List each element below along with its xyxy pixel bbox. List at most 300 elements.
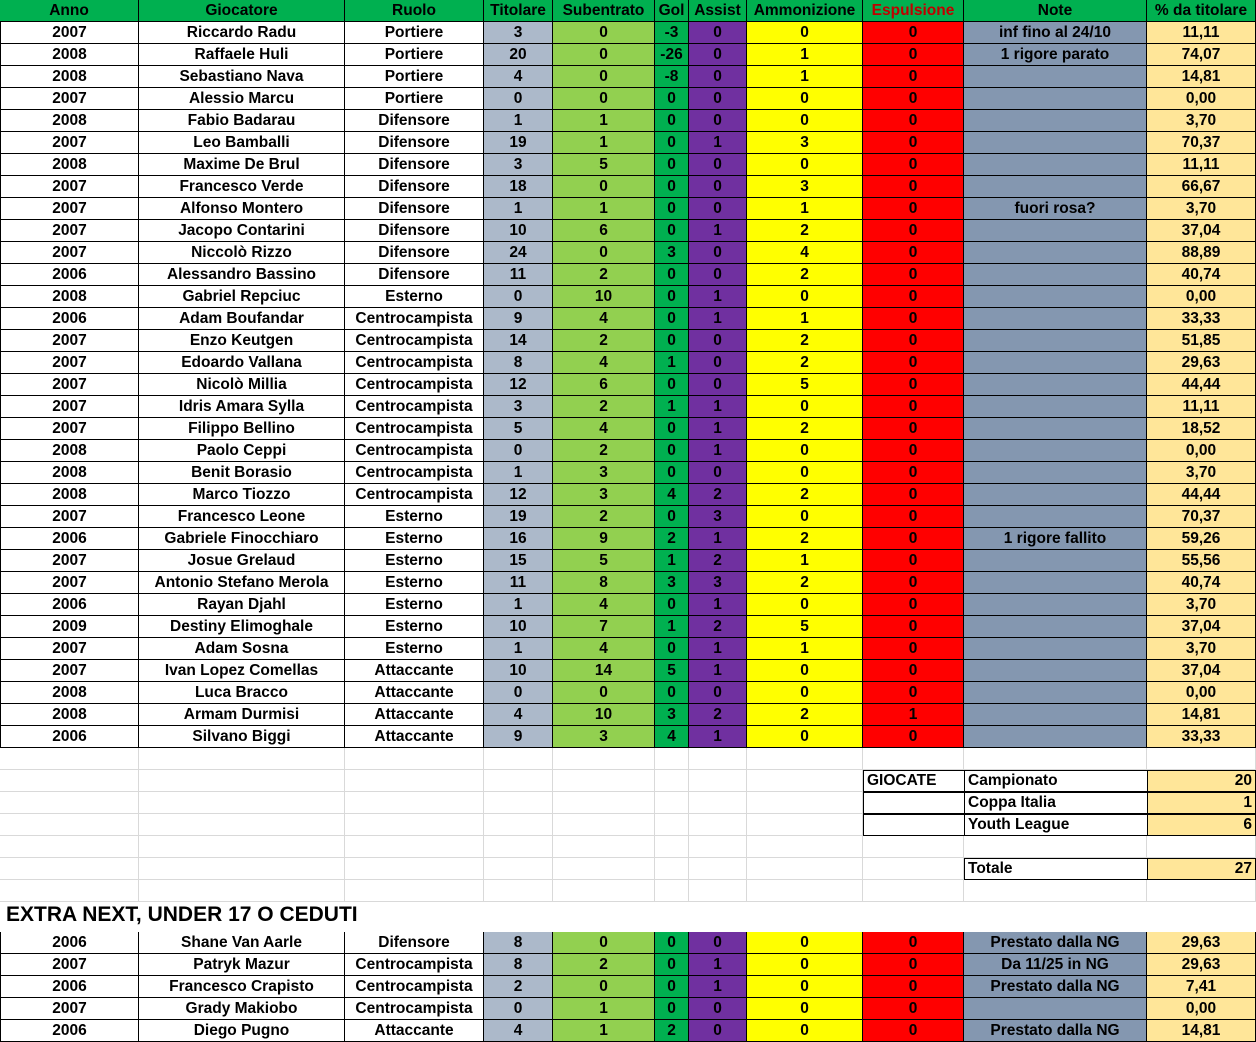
cell-assist[interactable]: 0 bbox=[689, 198, 747, 220]
cell-gol[interactable]: 2 bbox=[655, 528, 689, 550]
cell-gol[interactable]: 0 bbox=[655, 308, 689, 330]
cell-espulsione[interactable]: 0 bbox=[863, 660, 964, 682]
cell-giocatore[interactable]: Destiny Elimoghale bbox=[139, 616, 345, 638]
cell-subentrato[interactable]: 0 bbox=[553, 976, 655, 998]
cell-ammonizione[interactable]: 2 bbox=[747, 418, 863, 440]
cell-ammonizione[interactable]: 3 bbox=[747, 176, 863, 198]
cell-percent[interactable]: 3,70 bbox=[1147, 594, 1256, 616]
cell-percent[interactable]: 33,33 bbox=[1147, 726, 1256, 748]
cell-ruolo[interactable]: Attaccante bbox=[345, 704, 484, 726]
cell-note[interactable]: fuori rosa? bbox=[964, 198, 1147, 220]
cell-assist[interactable]: 0 bbox=[689, 22, 747, 44]
cell-subentrato[interactable]: 14 bbox=[553, 660, 655, 682]
cell-titolare[interactable]: 18 bbox=[484, 176, 553, 198]
cell-gol[interactable]: 3 bbox=[655, 572, 689, 594]
cell-ammonizione[interactable]: 1 bbox=[747, 66, 863, 88]
cell-subentrato[interactable]: 0 bbox=[553, 22, 655, 44]
cell-titolare[interactable]: 12 bbox=[484, 484, 553, 506]
cell-anno[interactable]: 2007 bbox=[0, 88, 139, 110]
cell-giocatore[interactable]: Enzo Keutgen bbox=[139, 330, 345, 352]
cell-assist[interactable]: 0 bbox=[689, 462, 747, 484]
cell-subentrato[interactable]: 3 bbox=[553, 484, 655, 506]
empty-cell[interactable] bbox=[345, 814, 484, 836]
cell-anno[interactable]: 2007 bbox=[0, 242, 139, 264]
cell-anno[interactable]: 2006 bbox=[0, 976, 139, 998]
cell-ruolo[interactable]: Centrocampista bbox=[345, 440, 484, 462]
cell-percent[interactable]: 14,81 bbox=[1147, 704, 1256, 726]
cell-titolare[interactable]: 3 bbox=[484, 396, 553, 418]
cell-subentrato[interactable]: 7 bbox=[553, 616, 655, 638]
cell-note[interactable]: inf fino al 24/10 bbox=[964, 22, 1147, 44]
cell-percent[interactable]: 11,11 bbox=[1147, 22, 1256, 44]
cell-percent[interactable]: 44,44 bbox=[1147, 374, 1256, 396]
cell-giocatore[interactable]: Francesco Crapisto bbox=[139, 976, 345, 998]
cell-gol[interactable]: 2 bbox=[655, 1020, 689, 1042]
cell-subentrato[interactable]: 0 bbox=[553, 66, 655, 88]
cell-ammonizione[interactable]: 0 bbox=[747, 110, 863, 132]
cell-assist[interactable]: 0 bbox=[689, 998, 747, 1020]
empty-cell[interactable] bbox=[345, 836, 484, 858]
empty-cell[interactable] bbox=[345, 858, 484, 880]
cell-gol[interactable]: 0 bbox=[655, 154, 689, 176]
empty-cell[interactable] bbox=[553, 748, 655, 770]
cell-anno[interactable]: 2006 bbox=[0, 308, 139, 330]
cell-percent[interactable]: 37,04 bbox=[1147, 660, 1256, 682]
cell-percent[interactable]: 11,11 bbox=[1147, 154, 1256, 176]
cell-titolare[interactable]: 0 bbox=[484, 998, 553, 1020]
cell-note[interactable] bbox=[964, 616, 1147, 638]
cell-ruolo[interactable]: Esterno bbox=[345, 616, 484, 638]
cell-ruolo[interactable]: Portiere bbox=[345, 66, 484, 88]
cell-giocatore[interactable]: Maxime De Brul bbox=[139, 154, 345, 176]
cell-titolare[interactable]: 0 bbox=[484, 286, 553, 308]
cell-ammonizione[interactable]: 0 bbox=[747, 1020, 863, 1042]
cell-assist[interactable]: 2 bbox=[689, 616, 747, 638]
empty-cell[interactable] bbox=[863, 880, 964, 902]
cell-ammonizione[interactable]: 5 bbox=[747, 616, 863, 638]
cell-gol[interactable]: 0 bbox=[655, 440, 689, 462]
cell-ammonizione[interactable]: 0 bbox=[747, 396, 863, 418]
cell-titolare[interactable]: 1 bbox=[484, 110, 553, 132]
cell-assist[interactable]: 1 bbox=[689, 528, 747, 550]
cell-percent[interactable]: 51,85 bbox=[1147, 330, 1256, 352]
cell-note[interactable]: Prestato dalla NG bbox=[964, 976, 1147, 998]
cell-percent[interactable]: 70,37 bbox=[1147, 506, 1256, 528]
cell-assist[interactable]: 0 bbox=[689, 1020, 747, 1042]
cell-titolare[interactable]: 19 bbox=[484, 132, 553, 154]
cell-assist[interactable]: 0 bbox=[689, 932, 747, 954]
cell-gol[interactable]: 0 bbox=[655, 330, 689, 352]
cell-anno[interactable]: 2007 bbox=[0, 22, 139, 44]
cell-anno[interactable]: 2007 bbox=[0, 374, 139, 396]
cell-ruolo[interactable]: Esterno bbox=[345, 528, 484, 550]
cell-percent[interactable]: 29,63 bbox=[1147, 932, 1256, 954]
cell-note[interactable] bbox=[964, 660, 1147, 682]
cell-percent[interactable]: 29,63 bbox=[1147, 352, 1256, 374]
cell-anno[interactable]: 2007 bbox=[0, 220, 139, 242]
empty-cell[interactable] bbox=[655, 792, 689, 814]
cell-gol[interactable]: 0 bbox=[655, 638, 689, 660]
cell-giocatore[interactable]: Benit Borasio bbox=[139, 462, 345, 484]
cell-ammonizione[interactable]: 0 bbox=[747, 660, 863, 682]
cell-ammonizione[interactable]: 0 bbox=[747, 594, 863, 616]
cell-subentrato[interactable]: 2 bbox=[553, 330, 655, 352]
cell-ruolo[interactable]: Centrocampista bbox=[345, 330, 484, 352]
cell-titolare[interactable]: 9 bbox=[484, 308, 553, 330]
cell-subentrato[interactable]: 4 bbox=[553, 638, 655, 660]
empty-cell[interactable] bbox=[1147, 836, 1256, 858]
empty-cell[interactable] bbox=[747, 880, 863, 902]
cell-giocatore[interactable]: Edoardo Vallana bbox=[139, 352, 345, 374]
empty-cell[interactable] bbox=[689, 858, 747, 880]
cell-assist[interactable]: 0 bbox=[689, 66, 747, 88]
cell-titolare[interactable]: 15 bbox=[484, 550, 553, 572]
cell-ruolo[interactable]: Centrocampista bbox=[345, 954, 484, 976]
cell-note[interactable]: Prestato dalla NG bbox=[964, 932, 1147, 954]
cell-ruolo[interactable]: Difensore bbox=[345, 176, 484, 198]
empty-cell[interactable] bbox=[964, 748, 1147, 770]
cell-gol[interactable]: 0 bbox=[655, 932, 689, 954]
cell-espulsione[interactable]: 0 bbox=[863, 132, 964, 154]
cell-ruolo[interactable]: Attaccante bbox=[345, 1020, 484, 1042]
cell-anno[interactable]: 2007 bbox=[0, 572, 139, 594]
cell-titolare[interactable]: 11 bbox=[484, 572, 553, 594]
cell-gol[interactable]: 0 bbox=[655, 220, 689, 242]
cell-espulsione[interactable]: 0 bbox=[863, 682, 964, 704]
cell-subentrato[interactable]: 1 bbox=[553, 110, 655, 132]
cell-subentrato[interactable]: 2 bbox=[553, 954, 655, 976]
cell-gol[interactable]: 0 bbox=[655, 506, 689, 528]
cell-anno[interactable]: 2007 bbox=[0, 506, 139, 528]
empty-cell[interactable] bbox=[484, 814, 553, 836]
cell-assist[interactable]: 0 bbox=[689, 44, 747, 66]
cell-note[interactable] bbox=[964, 682, 1147, 704]
empty-cell[interactable] bbox=[964, 836, 1147, 858]
cell-gol[interactable]: 0 bbox=[655, 462, 689, 484]
empty-cell[interactable] bbox=[484, 858, 553, 880]
cell-subentrato[interactable]: 10 bbox=[553, 704, 655, 726]
cell-giocatore[interactable]: Paolo Ceppi bbox=[139, 440, 345, 462]
cell-giocatore[interactable]: Jacopo Contarini bbox=[139, 220, 345, 242]
cell-titolare[interactable]: 12 bbox=[484, 374, 553, 396]
empty-cell[interactable] bbox=[484, 792, 553, 814]
cell-espulsione[interactable]: 0 bbox=[863, 330, 964, 352]
cell-subentrato[interactable]: 0 bbox=[553, 682, 655, 704]
empty-cell[interactable] bbox=[0, 880, 139, 902]
cell-titolare[interactable]: 1 bbox=[484, 594, 553, 616]
empty-cell[interactable] bbox=[553, 792, 655, 814]
empty-cell[interactable] bbox=[0, 792, 139, 814]
cell-percent[interactable]: 55,56 bbox=[1147, 550, 1256, 572]
empty-cell[interactable] bbox=[484, 748, 553, 770]
cell-ammonizione[interactable]: 2 bbox=[747, 704, 863, 726]
cell-giocatore[interactable]: Luca Bracco bbox=[139, 682, 345, 704]
cell-espulsione[interactable]: 0 bbox=[863, 726, 964, 748]
cell-ruolo[interactable]: Difensore bbox=[345, 198, 484, 220]
empty-cell[interactable] bbox=[553, 836, 655, 858]
cell-titolare[interactable]: 9 bbox=[484, 726, 553, 748]
cell-giocatore[interactable]: Nicolò Millia bbox=[139, 374, 345, 396]
cell-espulsione[interactable]: 0 bbox=[863, 176, 964, 198]
cell-titolare[interactable]: 19 bbox=[484, 506, 553, 528]
summary-blank-cell[interactable] bbox=[863, 792, 965, 814]
cell-assist[interactable]: 2 bbox=[689, 704, 747, 726]
column-header-percent[interactable]: % da titolare bbox=[1147, 0, 1256, 22]
cell-giocatore[interactable]: Patryk Mazur bbox=[139, 954, 345, 976]
summary-competition[interactable]: Youth League bbox=[964, 814, 1148, 836]
cell-espulsione[interactable]: 0 bbox=[863, 44, 964, 66]
cell-anno[interactable]: 2007 bbox=[0, 198, 139, 220]
cell-titolare[interactable]: 20 bbox=[484, 44, 553, 66]
cell-giocatore[interactable]: Silvano Biggi bbox=[139, 726, 345, 748]
empty-cell[interactable] bbox=[655, 858, 689, 880]
empty-cell[interactable] bbox=[1147, 748, 1256, 770]
column-header-ammonizione[interactable]: Ammonizione bbox=[747, 0, 863, 22]
cell-anno[interactable]: 2008 bbox=[0, 462, 139, 484]
summary-competition[interactable]: Campionato bbox=[964, 770, 1148, 792]
cell-anno[interactable]: 2007 bbox=[0, 330, 139, 352]
cell-note[interactable]: 1 rigore parato bbox=[964, 44, 1147, 66]
cell-ammonizione[interactable]: 0 bbox=[747, 462, 863, 484]
cell-gol[interactable]: 0 bbox=[655, 132, 689, 154]
cell-anno[interactable]: 2006 bbox=[0, 264, 139, 286]
cell-note[interactable] bbox=[964, 132, 1147, 154]
cell-assist[interactable]: 1 bbox=[689, 308, 747, 330]
empty-cell[interactable] bbox=[863, 836, 964, 858]
cell-note[interactable] bbox=[964, 998, 1147, 1020]
cell-gol[interactable]: 0 bbox=[655, 594, 689, 616]
cell-anno[interactable]: 2006 bbox=[0, 932, 139, 954]
empty-cell[interactable] bbox=[139, 770, 345, 792]
empty-cell[interactable] bbox=[747, 792, 863, 814]
column-header-assist[interactable]: Assist bbox=[689, 0, 747, 22]
cell-subentrato[interactable]: 4 bbox=[553, 418, 655, 440]
cell-assist[interactable]: 0 bbox=[689, 110, 747, 132]
cell-assist[interactable]: 1 bbox=[689, 954, 747, 976]
cell-ammonizione[interactable]: 2 bbox=[747, 264, 863, 286]
cell-subentrato[interactable]: 4 bbox=[553, 594, 655, 616]
cell-titolare[interactable]: 8 bbox=[484, 954, 553, 976]
cell-anno[interactable]: 2007 bbox=[0, 660, 139, 682]
cell-percent[interactable]: 0,00 bbox=[1147, 682, 1256, 704]
cell-subentrato[interactable]: 3 bbox=[553, 726, 655, 748]
cell-anno[interactable]: 2008 bbox=[0, 682, 139, 704]
cell-gol[interactable]: 4 bbox=[655, 726, 689, 748]
cell-espulsione[interactable]: 0 bbox=[863, 154, 964, 176]
cell-assist[interactable]: 3 bbox=[689, 506, 747, 528]
empty-cell[interactable] bbox=[484, 770, 553, 792]
cell-ruolo[interactable]: Portiere bbox=[345, 22, 484, 44]
cell-percent[interactable]: 7,41 bbox=[1147, 976, 1256, 998]
cell-ammonizione[interactable]: 0 bbox=[747, 88, 863, 110]
cell-espulsione[interactable]: 0 bbox=[863, 88, 964, 110]
empty-cell[interactable] bbox=[139, 836, 345, 858]
cell-anno[interactable]: 2007 bbox=[0, 954, 139, 976]
cell-gol[interactable]: 0 bbox=[655, 198, 689, 220]
cell-subentrato[interactable]: 9 bbox=[553, 528, 655, 550]
cell-assist[interactable]: 1 bbox=[689, 594, 747, 616]
empty-cell[interactable] bbox=[747, 748, 863, 770]
cell-assist[interactable]: 0 bbox=[689, 682, 747, 704]
cell-subentrato[interactable]: 2 bbox=[553, 264, 655, 286]
cell-note[interactable] bbox=[964, 704, 1147, 726]
summary-blank-cell[interactable] bbox=[863, 814, 965, 836]
cell-titolare[interactable]: 3 bbox=[484, 154, 553, 176]
cell-gol[interactable]: 0 bbox=[655, 374, 689, 396]
cell-note[interactable] bbox=[964, 550, 1147, 572]
cell-percent[interactable]: 74,07 bbox=[1147, 44, 1256, 66]
cell-anno[interactable]: 2007 bbox=[0, 132, 139, 154]
cell-ammonizione[interactable]: 1 bbox=[747, 550, 863, 572]
empty-cell[interactable] bbox=[139, 858, 345, 880]
cell-subentrato[interactable]: 0 bbox=[553, 176, 655, 198]
empty-cell[interactable] bbox=[0, 814, 139, 836]
cell-note[interactable] bbox=[964, 418, 1147, 440]
cell-gol[interactable]: 4 bbox=[655, 484, 689, 506]
cell-ruolo[interactable]: Difensore bbox=[345, 220, 484, 242]
empty-cell[interactable] bbox=[553, 858, 655, 880]
cell-ammonizione[interactable]: 0 bbox=[747, 286, 863, 308]
cell-assist[interactable]: 1 bbox=[689, 726, 747, 748]
cell-assist[interactable]: 1 bbox=[689, 396, 747, 418]
cell-subentrato[interactable]: 2 bbox=[553, 396, 655, 418]
cell-giocatore[interactable]: Riccardo Radu bbox=[139, 22, 345, 44]
empty-cell[interactable] bbox=[689, 880, 747, 902]
empty-cell[interactable] bbox=[863, 858, 964, 880]
cell-ammonizione[interactable]: 0 bbox=[747, 154, 863, 176]
cell-giocatore[interactable]: Leo Bamballi bbox=[139, 132, 345, 154]
cell-ruolo[interactable]: Centrocampista bbox=[345, 976, 484, 998]
cell-ammonizione[interactable]: 4 bbox=[747, 242, 863, 264]
empty-cell[interactable] bbox=[964, 880, 1147, 902]
cell-ruolo[interactable]: Esterno bbox=[345, 572, 484, 594]
summary-label[interactable]: GIOCATE bbox=[863, 770, 965, 792]
cell-percent[interactable]: 3,70 bbox=[1147, 110, 1256, 132]
empty-cell[interactable] bbox=[689, 748, 747, 770]
cell-titolare[interactable]: 8 bbox=[484, 932, 553, 954]
cell-note[interactable] bbox=[964, 484, 1147, 506]
cell-anno[interactable]: 2006 bbox=[0, 594, 139, 616]
cell-espulsione[interactable]: 0 bbox=[863, 550, 964, 572]
empty-cell[interactable] bbox=[863, 748, 964, 770]
cell-gol[interactable]: 0 bbox=[655, 110, 689, 132]
cell-titolare[interactable]: 1 bbox=[484, 198, 553, 220]
cell-percent[interactable]: 66,67 bbox=[1147, 176, 1256, 198]
cell-anno[interactable]: 2007 bbox=[0, 396, 139, 418]
cell-percent[interactable]: 14,81 bbox=[1147, 66, 1256, 88]
cell-assist[interactable]: 3 bbox=[689, 572, 747, 594]
empty-cell[interactable] bbox=[345, 770, 484, 792]
empty-cell[interactable] bbox=[553, 770, 655, 792]
cell-subentrato[interactable]: 1 bbox=[553, 998, 655, 1020]
empty-cell[interactable] bbox=[689, 836, 747, 858]
cell-giocatore[interactable]: Antonio Stefano Merola bbox=[139, 572, 345, 594]
cell-giocatore[interactable]: Fabio Badarau bbox=[139, 110, 345, 132]
cell-titolare[interactable]: 4 bbox=[484, 704, 553, 726]
cell-giocatore[interactable]: Alfonso Montero bbox=[139, 198, 345, 220]
cell-ammonizione[interactable]: 2 bbox=[747, 484, 863, 506]
cell-anno[interactable]: 2008 bbox=[0, 44, 139, 66]
cell-subentrato[interactable]: 1 bbox=[553, 1020, 655, 1042]
cell-titolare[interactable]: 10 bbox=[484, 616, 553, 638]
cell-gol[interactable]: 0 bbox=[655, 286, 689, 308]
summary-total-value[interactable]: 27 bbox=[1147, 858, 1256, 880]
empty-cell[interactable] bbox=[689, 770, 747, 792]
cell-note[interactable] bbox=[964, 308, 1147, 330]
cell-titolare[interactable]: 1 bbox=[484, 638, 553, 660]
cell-giocatore[interactable]: Shane Van Aarle bbox=[139, 932, 345, 954]
cell-anno[interactable]: 2006 bbox=[0, 726, 139, 748]
empty-cell[interactable] bbox=[655, 880, 689, 902]
column-header-giocatore[interactable]: Giocatore bbox=[139, 0, 345, 22]
summary-count[interactable]: 1 bbox=[1147, 792, 1256, 814]
cell-gol[interactable]: 0 bbox=[655, 176, 689, 198]
cell-ammonizione[interactable]: 0 bbox=[747, 22, 863, 44]
summary-count[interactable]: 6 bbox=[1147, 814, 1256, 836]
cell-titolare[interactable]: 4 bbox=[484, 1020, 553, 1042]
cell-percent[interactable]: 40,74 bbox=[1147, 264, 1256, 286]
cell-anno[interactable]: 2008 bbox=[0, 484, 139, 506]
cell-note[interactable] bbox=[964, 66, 1147, 88]
cell-giocatore[interactable]: Raffaele Huli bbox=[139, 44, 345, 66]
cell-note[interactable] bbox=[964, 154, 1147, 176]
cell-titolare[interactable]: 5 bbox=[484, 418, 553, 440]
cell-giocatore[interactable]: Filippo Bellino bbox=[139, 418, 345, 440]
cell-percent[interactable]: 44,44 bbox=[1147, 484, 1256, 506]
cell-ruolo[interactable]: Centrocampista bbox=[345, 462, 484, 484]
empty-cell[interactable] bbox=[689, 814, 747, 836]
cell-giocatore[interactable]: Ivan Lopez Comellas bbox=[139, 660, 345, 682]
cell-assist[interactable]: 0 bbox=[689, 264, 747, 286]
cell-note[interactable] bbox=[964, 176, 1147, 198]
cell-percent[interactable]: 3,70 bbox=[1147, 462, 1256, 484]
cell-note[interactable] bbox=[964, 638, 1147, 660]
cell-percent[interactable]: 11,11 bbox=[1147, 396, 1256, 418]
cell-subentrato[interactable]: 5 bbox=[553, 154, 655, 176]
cell-assist[interactable]: 1 bbox=[689, 976, 747, 998]
cell-espulsione[interactable]: 0 bbox=[863, 418, 964, 440]
cell-ammonizione[interactable]: 0 bbox=[747, 976, 863, 998]
cell-percent[interactable]: 70,37 bbox=[1147, 132, 1256, 154]
cell-percent[interactable]: 29,63 bbox=[1147, 954, 1256, 976]
cell-espulsione[interactable]: 0 bbox=[863, 1020, 964, 1042]
cell-percent[interactable]: 40,74 bbox=[1147, 572, 1256, 594]
empty-cell[interactable] bbox=[484, 880, 553, 902]
summary-competition[interactable]: Coppa Italia bbox=[964, 792, 1148, 814]
cell-assist[interactable]: 0 bbox=[689, 352, 747, 374]
cell-espulsione[interactable]: 0 bbox=[863, 220, 964, 242]
cell-anno[interactable]: 2007 bbox=[0, 998, 139, 1020]
summary-count[interactable]: 20 bbox=[1147, 770, 1256, 792]
cell-giocatore[interactable]: Sebastiano Nava bbox=[139, 66, 345, 88]
cell-gol[interactable]: 1 bbox=[655, 396, 689, 418]
cell-subentrato[interactable]: 0 bbox=[553, 88, 655, 110]
empty-cell[interactable] bbox=[484, 836, 553, 858]
cell-espulsione[interactable]: 0 bbox=[863, 66, 964, 88]
cell-ruolo[interactable]: Centrocampista bbox=[345, 418, 484, 440]
cell-giocatore[interactable]: Adam Sosna bbox=[139, 638, 345, 660]
cell-titolare[interactable]: 1 bbox=[484, 462, 553, 484]
cell-ammonizione[interactable]: 2 bbox=[747, 352, 863, 374]
cell-gol[interactable]: 0 bbox=[655, 998, 689, 1020]
cell-ammonizione[interactable]: 0 bbox=[747, 954, 863, 976]
empty-cell[interactable] bbox=[0, 858, 139, 880]
cell-note[interactable] bbox=[964, 286, 1147, 308]
cell-espulsione[interactable]: 0 bbox=[863, 264, 964, 286]
empty-cell[interactable] bbox=[345, 880, 484, 902]
cell-titolare[interactable]: 11 bbox=[484, 264, 553, 286]
cell-gol[interactable]: 0 bbox=[655, 264, 689, 286]
